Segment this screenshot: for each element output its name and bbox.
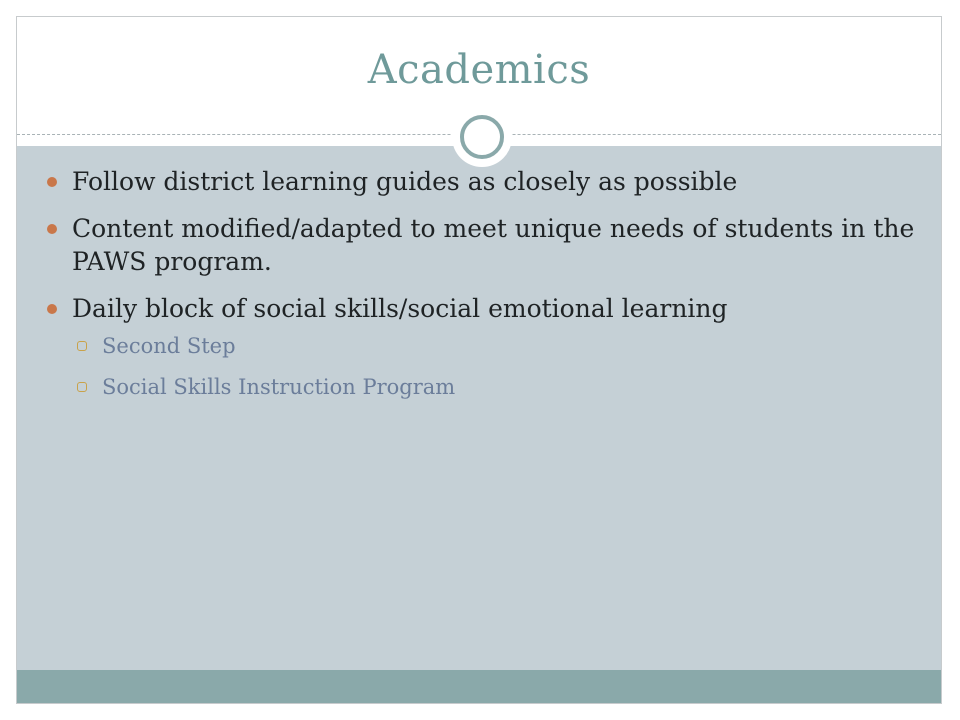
bullet-item: [17, 165, 941, 198]
sub-bullet-item: [17, 374, 941, 401]
filled-circle-bullet-icon: [47, 177, 57, 187]
sub-bullet-list: [17, 333, 941, 401]
slide-title: Academics: [367, 47, 591, 93]
slide: [16, 16, 942, 704]
sub-bullet-item: [17, 333, 941, 360]
ring-inner: [460, 115, 504, 159]
filled-circle-bullet-icon: [47, 304, 57, 314]
square-bullet-icon: [77, 341, 87, 351]
footer-bar: [17, 670, 941, 703]
bullet-item: [17, 292, 941, 325]
ring-icon: [452, 107, 512, 167]
bullet-text: Follow district learning guides as closely as possible: [72, 167, 738, 196]
bullet-list: [17, 165, 941, 415]
bullet-text: Content modified/adapted to meet unique needs of students in the PAWS program.: [72, 214, 915, 276]
square-bullet-icon: [77, 382, 87, 392]
bullet-text: Daily block of social skills/social emotional learning: [72, 294, 728, 323]
bullet-item: [17, 212, 941, 278]
sub-bullet-text: Social Skills Instruction Program: [102, 375, 456, 399]
sub-bullet-text: Second Step: [102, 334, 236, 358]
filled-circle-bullet-icon: [47, 224, 57, 234]
